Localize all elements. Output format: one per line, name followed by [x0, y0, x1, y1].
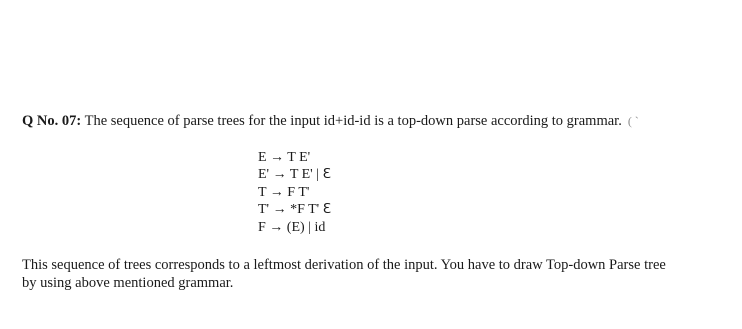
grammar-rule: T' → *F T' ℇ	[258, 202, 332, 218]
grammar-rules	[258, 149, 331, 236]
question-line	[22, 112, 732, 130]
question-number: Q No. 07:	[22, 113, 82, 129]
instruction-line-2: by using above mentioned grammar.	[22, 275, 234, 291]
grammar-rule: E' → T E' | ℇ	[258, 167, 332, 183]
instruction-line-1: This sequence of trees corresponds to a leftmost derivation of the input. You have to draw Top-down Parse tree	[22, 257, 666, 273]
question-text: The sequence of parse trees for the input id+id-id is a top-down parse according to grammar.	[81, 113, 622, 129]
instruction-paragraph	[22, 256, 734, 292]
grammar-rule: T → F T'	[258, 184, 310, 200]
grammar-rule: E → T E'	[258, 150, 311, 165]
stray-glyph: ( `	[627, 114, 639, 128]
grammar-rule: F → (E) | id	[258, 219, 326, 235]
